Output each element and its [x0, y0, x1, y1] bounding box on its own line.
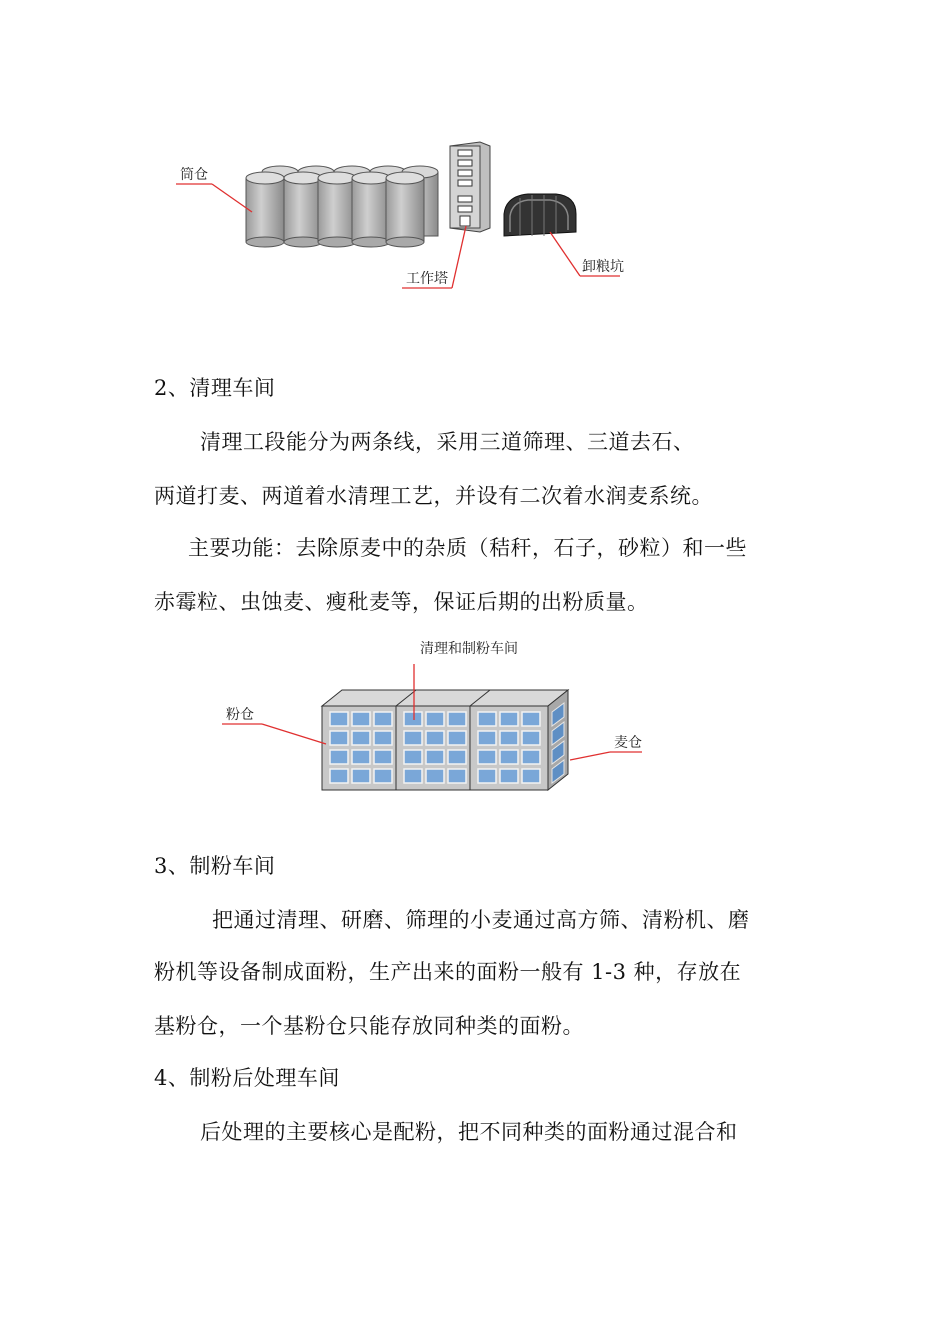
window	[330, 712, 348, 726]
workshop-label: 清理和制粉车间	[420, 641, 518, 657]
window	[352, 731, 370, 745]
paragraph-line: 基粉仓，一个基粉仓只能存放同种类的面粉。	[154, 1014, 584, 1038]
window	[478, 750, 496, 764]
window	[478, 731, 496, 745]
section-heading: 4、制粉后处理车间	[154, 1066, 340, 1090]
silo-group	[246, 166, 438, 247]
window	[448, 712, 466, 726]
window	[478, 769, 496, 783]
window	[448, 731, 466, 745]
window	[404, 712, 422, 726]
window	[522, 712, 540, 726]
window	[374, 712, 392, 726]
window	[478, 712, 496, 726]
window	[522, 750, 540, 764]
window	[352, 750, 370, 764]
window	[374, 731, 392, 745]
window	[374, 769, 392, 783]
window	[374, 750, 392, 764]
tower-label: 工作塔	[406, 271, 448, 287]
window	[352, 769, 370, 783]
window	[448, 750, 466, 764]
window	[404, 750, 422, 764]
window	[522, 769, 540, 783]
wheat-bin-label: 麦仓	[614, 735, 642, 751]
window	[426, 769, 444, 783]
window	[330, 769, 348, 783]
paragraph-line: 赤霉粒、虫蚀麦、瘦秕麦等，保证后期的出粉质量。	[154, 590, 649, 614]
paragraph-line: 两道打麦、两道着水清理工艺，并设有二次着水润麦系统。	[154, 484, 713, 508]
paragraph-line: 清理工段能分为两条线，采用三道筛理、三道去石、	[200, 430, 695, 454]
window	[404, 769, 422, 783]
paragraph-line: 主要功能：去除原麦中的杂质（秸秆，石子，砂粒）和一些	[188, 536, 747, 560]
silo-tower-pit-figure	[0, 0, 950, 320]
section-heading: 3、制粉车间	[154, 854, 276, 878]
window	[426, 731, 444, 745]
window	[404, 731, 422, 745]
window	[330, 731, 348, 745]
pit-label: 卸粮坑	[582, 259, 624, 275]
section-heading: 2、清理车间	[154, 376, 276, 400]
window	[500, 712, 518, 726]
unloading-pit	[504, 194, 576, 236]
window	[352, 712, 370, 726]
window	[500, 750, 518, 764]
window	[330, 750, 348, 764]
paragraph-line: 粉机等设备制成面粉，生产出来的面粉一般有 1-3 种，存放在	[154, 960, 742, 984]
window	[448, 769, 466, 783]
window	[500, 769, 518, 783]
paragraph-line: 后处理的主要核心是配粉，把不同种类的面粉通过混合和	[200, 1120, 738, 1144]
paragraph-line: 把通过清理、研磨、筛理的小麦通过高方筛、清粉机、磨	[212, 908, 750, 932]
window	[500, 731, 518, 745]
silo-label: 筒仓	[180, 167, 208, 183]
window	[522, 731, 540, 745]
flour-bin-label: 粉仓	[226, 707, 254, 723]
window	[426, 712, 444, 726]
work-tower	[450, 142, 490, 232]
window	[426, 750, 444, 764]
